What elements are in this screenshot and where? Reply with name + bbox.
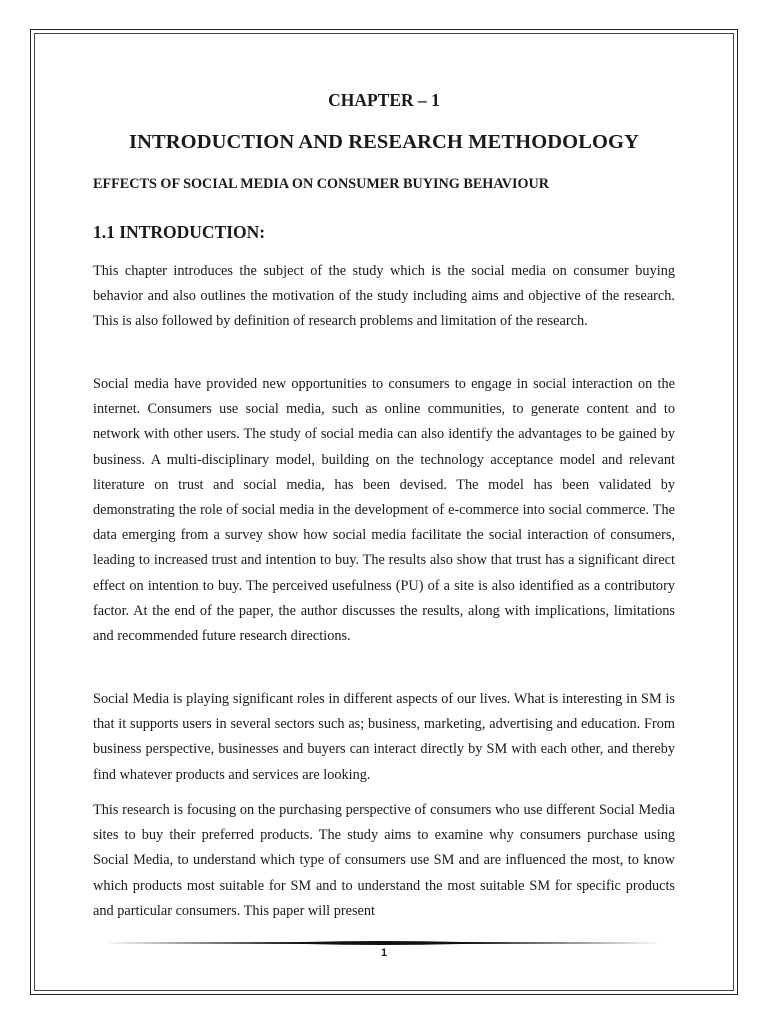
chapter-subtitle: EFFECTS OF SOCIAL MEDIA ON CONSUMER BUYING BEHAVIOUR bbox=[93, 176, 550, 192]
footer-rule bbox=[105, 940, 662, 946]
paragraph-4: This research is focusing on the purchasing perspective of consumers who use different Social Media sites to buy their preferred products. The study aims to examine why consumers purchase using Social Media, to understand which type of consumers use SM and are influenced the most, to know which products most suitable for SM and to understand the most suitable SM for specific products and particular consumers. This paper will present bbox=[93, 802, 675, 919]
paragraph-3: Social Media is playing significant roles in different aspects of our lives. What is interesting in SM is that it supports users in several sectors such as; business, marketing, advertising and education. From business perspective, businesses and buyers can interact directly by SM with each other, and thereby find whatever products and services are looking. bbox=[93, 691, 675, 783]
paragraph-1: This chapter introduces the subject of the study which is the social media on consumer buying behavior and also outlines the motivation of the study including aims and objective of the research. This is also followed by definition of research problems and limitation of the research. bbox=[93, 263, 675, 330]
page-number: 1 bbox=[380, 947, 388, 959]
paragraph-2: Social media have provided new opportunities to consumers to engage in social interaction on the internet. Consumers use social media, such as online communities, to generate content and to network with other users. The study of social media can also identify the advantages to be gained by business. A multi-disciplinary model, building on the technology acceptance model and relevant literature on trust and social media, has been devised. The model has been validated by demonstrating the role of social media in the development of e-commerce into social commerce. The data emerging from a survey show how social media facilitate the social interaction of consumers, leading to increased trust and intention to buy. The results also show that trust has a significant direct effect on intention to buy. The perceived usefulness (PU) of a site is also identified as a contributory factor. At the end of the paper, the author discusses the results, along with implications, limitations and recommended future research directions. bbox=[93, 376, 675, 645]
chapter-title: INTRODUCTION AND RESEARCH METHODOLOGY bbox=[129, 131, 639, 153]
chapter-heading: CHAPTER – 1 bbox=[328, 90, 440, 110]
section-heading: 1.1 INTRODUCTION: bbox=[93, 222, 266, 242]
